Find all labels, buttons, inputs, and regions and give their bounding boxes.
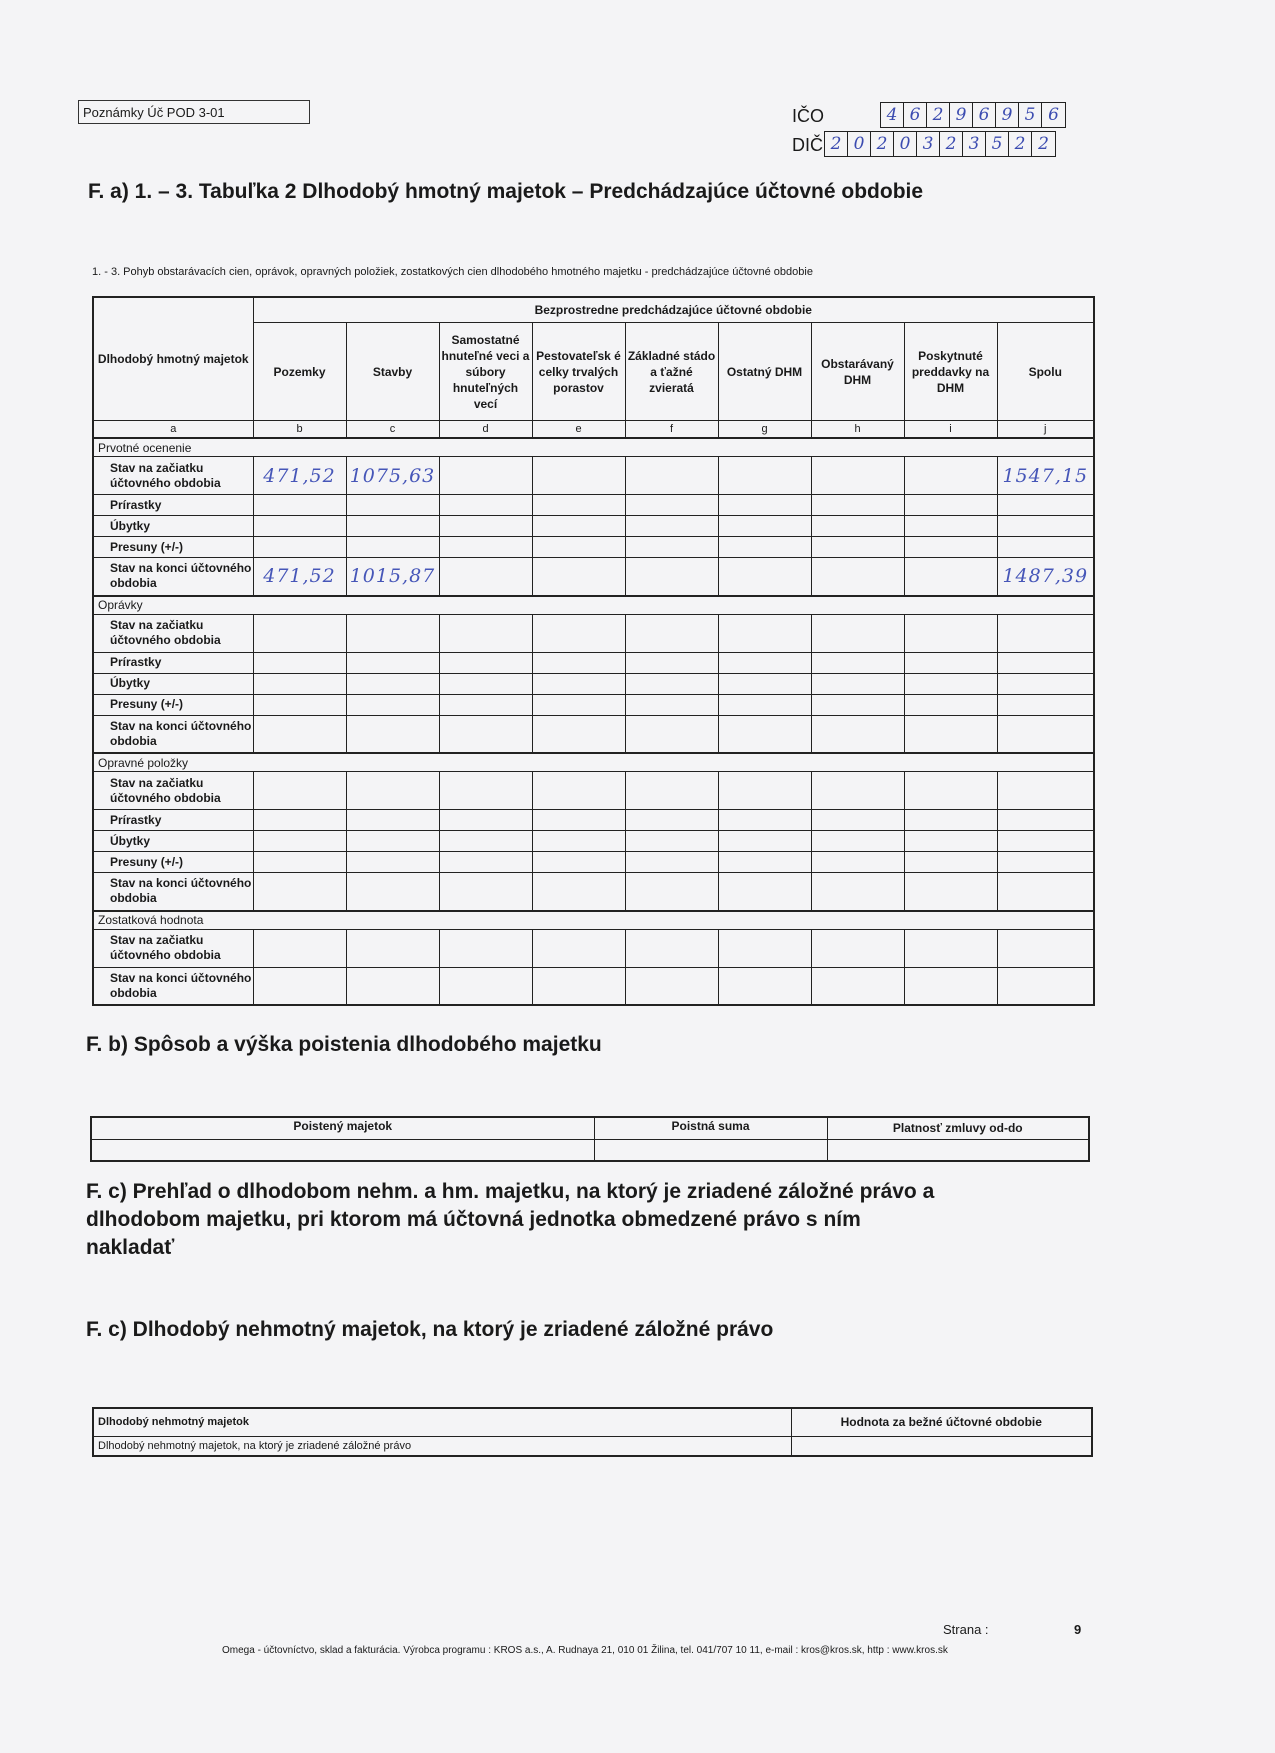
value-cell-c[interactable] (346, 614, 439, 652)
value-cell-c[interactable] (346, 873, 439, 911)
value-cell-h[interactable] (811, 694, 904, 715)
value-cell-g[interactable] (718, 831, 811, 852)
value-cell-b[interactable] (253, 929, 346, 967)
pledge-col1-header: Dlhodobý nehmotný majetok (93, 1408, 791, 1436)
page-label: Strana : (943, 1622, 989, 1637)
value-cell-c[interactable] (346, 967, 439, 1005)
column-letter: b (253, 421, 346, 439)
value-cell-d[interactable] (439, 652, 532, 673)
value-cell-d[interactable] (439, 810, 532, 831)
value-cell-j[interactable] (997, 694, 1094, 715)
value-cell-b[interactable] (253, 516, 346, 537)
row-label: Presuny (+/-) (93, 694, 253, 715)
value-cell-f[interactable] (625, 810, 718, 831)
value-cell-i[interactable] (904, 495, 997, 516)
value-cell-j[interactable] (997, 852, 1094, 873)
column-letter: d (439, 421, 532, 439)
column-header: Obstarávaný DHM (811, 323, 904, 421)
value-cell-b[interactable] (253, 652, 346, 673)
value-cell-c[interactable] (346, 537, 439, 558)
value-cell-j[interactable] (997, 810, 1094, 831)
value-cell-e[interactable] (532, 831, 625, 852)
value-cell-h[interactable] (811, 537, 904, 558)
column-header: Spolu (997, 323, 1094, 421)
value-cell-i[interactable] (904, 715, 997, 753)
value-cell-b[interactable] (253, 852, 346, 873)
value-cell-d[interactable] (439, 516, 532, 537)
value-cell-e[interactable] (532, 715, 625, 753)
value-cell-f[interactable] (625, 558, 718, 596)
value-cell-i[interactable] (904, 614, 997, 652)
value-cell-c[interactable] (346, 715, 439, 753)
column-letter: f (625, 421, 718, 439)
value-cell-g[interactable] (718, 652, 811, 673)
value-cell-h[interactable] (811, 967, 904, 1005)
value-cell-d[interactable] (439, 673, 532, 694)
digit-box[interactable]: 6 (904, 103, 927, 127)
value-cell-j[interactable] (997, 673, 1094, 694)
value-cell-j[interactable]: 1547,15 (997, 457, 1094, 495)
value-cell-g[interactable] (718, 852, 811, 873)
value-cell-b[interactable]: 471,52 (253, 457, 346, 495)
insurance-cell[interactable] (827, 1139, 1089, 1161)
value-cell-j[interactable] (997, 652, 1094, 673)
value-cell-j[interactable] (997, 715, 1094, 753)
value-cell-f[interactable] (625, 852, 718, 873)
column-header: Ostatný DHM (718, 323, 811, 421)
row-label: Stav na konci účtovného obdobia (93, 715, 253, 753)
value-cell-c[interactable]: 1075,63 (346, 457, 439, 495)
footer-text: Omega - účtovníctvo, sklad a fakturácia. Výrobca programu : KROS a.s., A. Rudnaya 21, 010 01 Žilina, tel. 041/707 10 11, e-mail : kros@kros.sk, http : www.kros.sk (222, 1645, 948, 1656)
value-cell-d[interactable] (439, 694, 532, 715)
value-cell-b[interactable] (253, 831, 346, 852)
column-letter: e (532, 421, 625, 439)
row-label: Úbytky (93, 516, 253, 537)
section-label: Zostatková hodnota (93, 911, 1094, 930)
digit-box[interactable]: 9 (996, 103, 1019, 127)
insured-asset-header: Poistený majetok (91, 1117, 594, 1139)
column-header: Poskytnuté preddavky na DHM (904, 323, 997, 421)
value-cell-h[interactable] (811, 652, 904, 673)
value-cell-i[interactable] (904, 694, 997, 715)
digit-box[interactable]: 6 (973, 103, 996, 127)
digit-box[interactable]: 2 (871, 132, 894, 156)
digit-box[interactable]: 2 (1009, 132, 1032, 156)
value-cell-d[interactable] (439, 772, 532, 810)
value-cell-g[interactable] (718, 873, 811, 911)
value-cell-j[interactable] (997, 516, 1094, 537)
value-cell-j[interactable] (997, 614, 1094, 652)
value-cell-d[interactable] (439, 929, 532, 967)
value-cell-f[interactable] (625, 873, 718, 911)
value-cell-d[interactable] (439, 967, 532, 1005)
digit-box[interactable]: 0 (894, 132, 917, 156)
value-cell-g[interactable] (718, 457, 811, 495)
value-cell-e[interactable] (532, 929, 625, 967)
value-cell-i[interactable] (904, 831, 997, 852)
value-cell-h[interactable] (811, 772, 904, 810)
value-cell-e[interactable] (532, 614, 625, 652)
value-cell-c[interactable] (346, 929, 439, 967)
value-cell-g[interactable] (718, 967, 811, 1005)
section-label: Prvotné ocenenie (93, 438, 1094, 457)
digit-box[interactable]: 5 (1019, 103, 1042, 127)
value-cell-f[interactable] (625, 457, 718, 495)
value-cell-b[interactable] (253, 967, 346, 1005)
row-label: Stav na začiatku účtovného obdobia (93, 772, 253, 810)
value-cell-j[interactable] (997, 967, 1094, 1005)
column-letter: c (346, 421, 439, 439)
value-cell-b[interactable] (253, 873, 346, 911)
value-cell-h[interactable] (811, 929, 904, 967)
value-cell-d[interactable] (439, 873, 532, 911)
digit-box[interactable]: 2 (940, 132, 963, 156)
subtitle-fa: 1. - 3. Pohyb obstarávacích cien, oprávok, opravných položiek, zostatkových cien dlhodobého hmotného majetku - predchádzajúce účtovné obdobie (92, 266, 813, 278)
value-cell-j[interactable]: 1487,39 (997, 558, 1094, 596)
value-cell-b[interactable]: 471,52 (253, 558, 346, 596)
ico-digits (880, 102, 1066, 128)
insurance-cell[interactable] (91, 1139, 594, 1161)
value-cell-h[interactable] (811, 810, 904, 831)
digit-box[interactable]: 6 (1048, 105, 1059, 125)
value-cell-e[interactable] (532, 772, 625, 810)
section-label: Oprávky (93, 596, 1094, 615)
row-label: Stav na konci účtovného obdobia (93, 967, 253, 1005)
row-label: Stav na konci účtovného obdobia (93, 558, 253, 596)
pledge-row-label: Dlhodobý nehmotný majetok, na ktorý je zriadené záložné právo (93, 1436, 791, 1456)
value-cell-g[interactable] (718, 516, 811, 537)
value-cell-g[interactable] (718, 929, 811, 967)
pledge-col2-header: Hodnota za bežné účtovné obdobie (791, 1408, 1092, 1436)
value-cell-g[interactable] (718, 537, 811, 558)
column-header: Pestovateľsk é celky trvalých porastov (532, 323, 625, 421)
value-cell-f[interactable] (625, 516, 718, 537)
column-header: Základné stádo a ťažné zvieratá (625, 323, 718, 421)
value-cell-d[interactable] (439, 537, 532, 558)
digit-box[interactable]: 9 (950, 103, 973, 127)
column-letter: h (811, 421, 904, 439)
digit-box[interactable]: 4 (881, 103, 904, 127)
value-cell-f[interactable] (625, 831, 718, 852)
value-cell-g[interactable] (718, 772, 811, 810)
column-header: Stavby (346, 323, 439, 421)
value-cell-e[interactable] (532, 457, 625, 495)
value-cell-h[interactable] (811, 831, 904, 852)
value-cell-e[interactable] (532, 495, 625, 516)
page-number: 9 (1074, 1622, 1082, 1637)
value-cell-b[interactable] (253, 772, 346, 810)
value-cell-i[interactable] (904, 558, 997, 596)
row-label: Úbytky (93, 673, 253, 694)
row-label: Úbytky (93, 831, 253, 852)
column-letter: g (718, 421, 811, 439)
value-cell-d[interactable] (439, 852, 532, 873)
value-cell-h[interactable] (811, 873, 904, 911)
value-cell-b[interactable] (253, 614, 346, 652)
value-cell-f[interactable] (625, 715, 718, 753)
value-cell-g[interactable] (718, 694, 811, 715)
value-cell-d[interactable] (439, 457, 532, 495)
title-fb: F. b) Spôsob a výška poistenia dlhodobého majetku (86, 1033, 602, 1056)
value-cell-f[interactable] (625, 694, 718, 715)
value-cell-c[interactable] (346, 516, 439, 537)
value-cell-h[interactable] (811, 457, 904, 495)
column-letter: i (904, 421, 997, 439)
value-cell-c[interactable] (346, 810, 439, 831)
digit-box[interactable]: 2 (825, 132, 848, 156)
value-cell-j[interactable] (997, 873, 1094, 911)
value-cell-g[interactable] (718, 495, 811, 516)
dhm-table (92, 296, 1095, 1006)
value-cell-c[interactable] (346, 694, 439, 715)
title-fc1-line1: F. c) Prehľad o dlhodobom nehm. a hm. majetku, na ktorý je zriadené záložné právo a (86, 1180, 935, 1203)
value-cell-h[interactable] (811, 614, 904, 652)
value-cell-i[interactable] (904, 516, 997, 537)
value-cell-f[interactable] (625, 495, 718, 516)
value-cell-f[interactable] (625, 772, 718, 810)
value-cell-d[interactable] (439, 495, 532, 516)
value-cell-e[interactable] (532, 673, 625, 694)
dic-label: DIČ (792, 135, 823, 155)
row-label: Prírastky (93, 495, 253, 516)
pledge-table (92, 1407, 1093, 1457)
section-label: Opravné položky (93, 753, 1094, 772)
value-cell-f[interactable] (625, 537, 718, 558)
value-cell-h[interactable] (811, 715, 904, 753)
ico-label: IČO (792, 106, 825, 126)
contract-validity-header: Platnosť zmluvy od-do (827, 1117, 1089, 1139)
value-cell-h[interactable] (811, 852, 904, 873)
corner-label: Dlhodobý hmotný majetok (93, 297, 253, 421)
value-cell-i[interactable] (904, 772, 997, 810)
insurance-cell[interactable] (594, 1139, 827, 1161)
value-cell-j[interactable] (997, 495, 1094, 516)
dic-digits (824, 131, 1056, 157)
value-cell-c[interactable] (346, 852, 439, 873)
value-cell-i[interactable] (904, 673, 997, 694)
value-cell-d[interactable] (439, 558, 532, 596)
value-cell-f[interactable] (625, 614, 718, 652)
row-label: Stav na začiatku účtovného obdobia (93, 457, 253, 495)
value-cell-i[interactable] (904, 852, 997, 873)
column-letter: j (997, 421, 1094, 439)
form-tag: Poznámky Úč POD 3-01 (78, 100, 310, 124)
digit-box[interactable]: 2 (927, 103, 950, 127)
value-cell-e[interactable] (532, 694, 625, 715)
value-cell-b[interactable] (253, 537, 346, 558)
row-label: Stav na začiatku účtovného obdobia (93, 614, 253, 652)
value-cell-b[interactable] (253, 810, 346, 831)
value-cell-g[interactable] (718, 614, 811, 652)
digit-box[interactable]: 5 (986, 132, 1009, 156)
value-cell-d[interactable] (439, 715, 532, 753)
digit-box[interactable]: 0 (848, 132, 871, 156)
row-label: Presuny (+/-) (93, 537, 253, 558)
value-cell-e[interactable] (532, 537, 625, 558)
value-cell-e[interactable] (532, 873, 625, 911)
value-cell-j[interactable] (997, 772, 1094, 810)
value-cell-h[interactable] (811, 495, 904, 516)
value-cell-i[interactable] (904, 457, 997, 495)
digit-box[interactable]: 3 (963, 132, 986, 156)
value-cell-g[interactable] (718, 558, 811, 596)
value-cell-h[interactable] (811, 516, 904, 537)
column-header: Pozemky (253, 323, 346, 421)
value-cell-f[interactable] (625, 652, 718, 673)
value-cell-e[interactable] (532, 652, 625, 673)
value-cell-e[interactable] (532, 852, 625, 873)
digit-box[interactable]: 2 (1038, 134, 1049, 154)
value-cell-g[interactable] (718, 810, 811, 831)
value-cell-g[interactable] (718, 715, 811, 753)
value-cell-g[interactable] (718, 673, 811, 694)
value-cell-e[interactable] (532, 810, 625, 831)
value-cell-c[interactable] (346, 673, 439, 694)
value-cell-b[interactable] (253, 694, 346, 715)
value-cell-f[interactable] (625, 929, 718, 967)
value-cell-b[interactable] (253, 673, 346, 694)
period-label: Bezprostredne predchádzajúce účtovné obdobie (253, 297, 1094, 323)
pledge-value-cell[interactable] (791, 1436, 1092, 1456)
title-fc1-line3: nakladať (86, 1236, 175, 1259)
digit-box[interactable]: 3 (917, 132, 940, 156)
title-fc2: F. c) Dlhodobý nehmotný majetok, na ktorý je zriadené záložné právo (86, 1318, 774, 1341)
value-cell-c[interactable] (346, 831, 439, 852)
value-cell-i[interactable] (904, 810, 997, 831)
row-label: Stav na konci účtovného obdobia (93, 873, 253, 911)
value-cell-d[interactable] (439, 614, 532, 652)
value-cell-c[interactable]: 1015,87 (346, 558, 439, 596)
value-cell-b[interactable] (253, 495, 346, 516)
value-cell-i[interactable] (904, 967, 997, 1005)
value-cell-i[interactable] (904, 873, 997, 911)
insurance-table (90, 1116, 1090, 1162)
value-cell-h[interactable] (811, 673, 904, 694)
value-cell-c[interactable] (346, 772, 439, 810)
column-letter: a (93, 421, 253, 439)
value-cell-i[interactable] (904, 929, 997, 967)
value-cell-e[interactable] (532, 558, 625, 596)
value-cell-f[interactable] (625, 673, 718, 694)
row-label: Stav na začiatku účtovného obdobia (93, 929, 253, 967)
value-cell-e[interactable] (532, 516, 625, 537)
value-cell-i[interactable] (904, 537, 997, 558)
value-cell-d[interactable] (439, 831, 532, 852)
value-cell-c[interactable] (346, 652, 439, 673)
value-cell-f[interactable] (625, 967, 718, 1005)
title-fa: F. a) 1. – 3. Tabuľka 2 Dlhodobý hmotný majetok – Predchádzajúce účtovné obdobie (88, 180, 924, 203)
value-cell-e[interactable] (532, 967, 625, 1005)
insured-sum-header: Poistná suma (594, 1117, 827, 1139)
title-fc1-line2: dlhodobom majetku, pri ktorom má účtovná jednotka obmedzené právo s ním (86, 1208, 861, 1231)
value-cell-j[interactable] (997, 831, 1094, 852)
row-label: Prírastky (93, 652, 253, 673)
value-cell-b[interactable] (253, 715, 346, 753)
value-cell-h[interactable] (811, 558, 904, 596)
value-cell-c[interactable] (346, 495, 439, 516)
row-label: Presuny (+/-) (93, 852, 253, 873)
value-cell-i[interactable] (904, 652, 997, 673)
value-cell-j[interactable] (997, 929, 1094, 967)
value-cell-j[interactable] (997, 537, 1094, 558)
row-label: Prírastky (93, 810, 253, 831)
column-header: Samostatné hnuteľné veci a súbory hnuteľných vecí (439, 323, 532, 421)
